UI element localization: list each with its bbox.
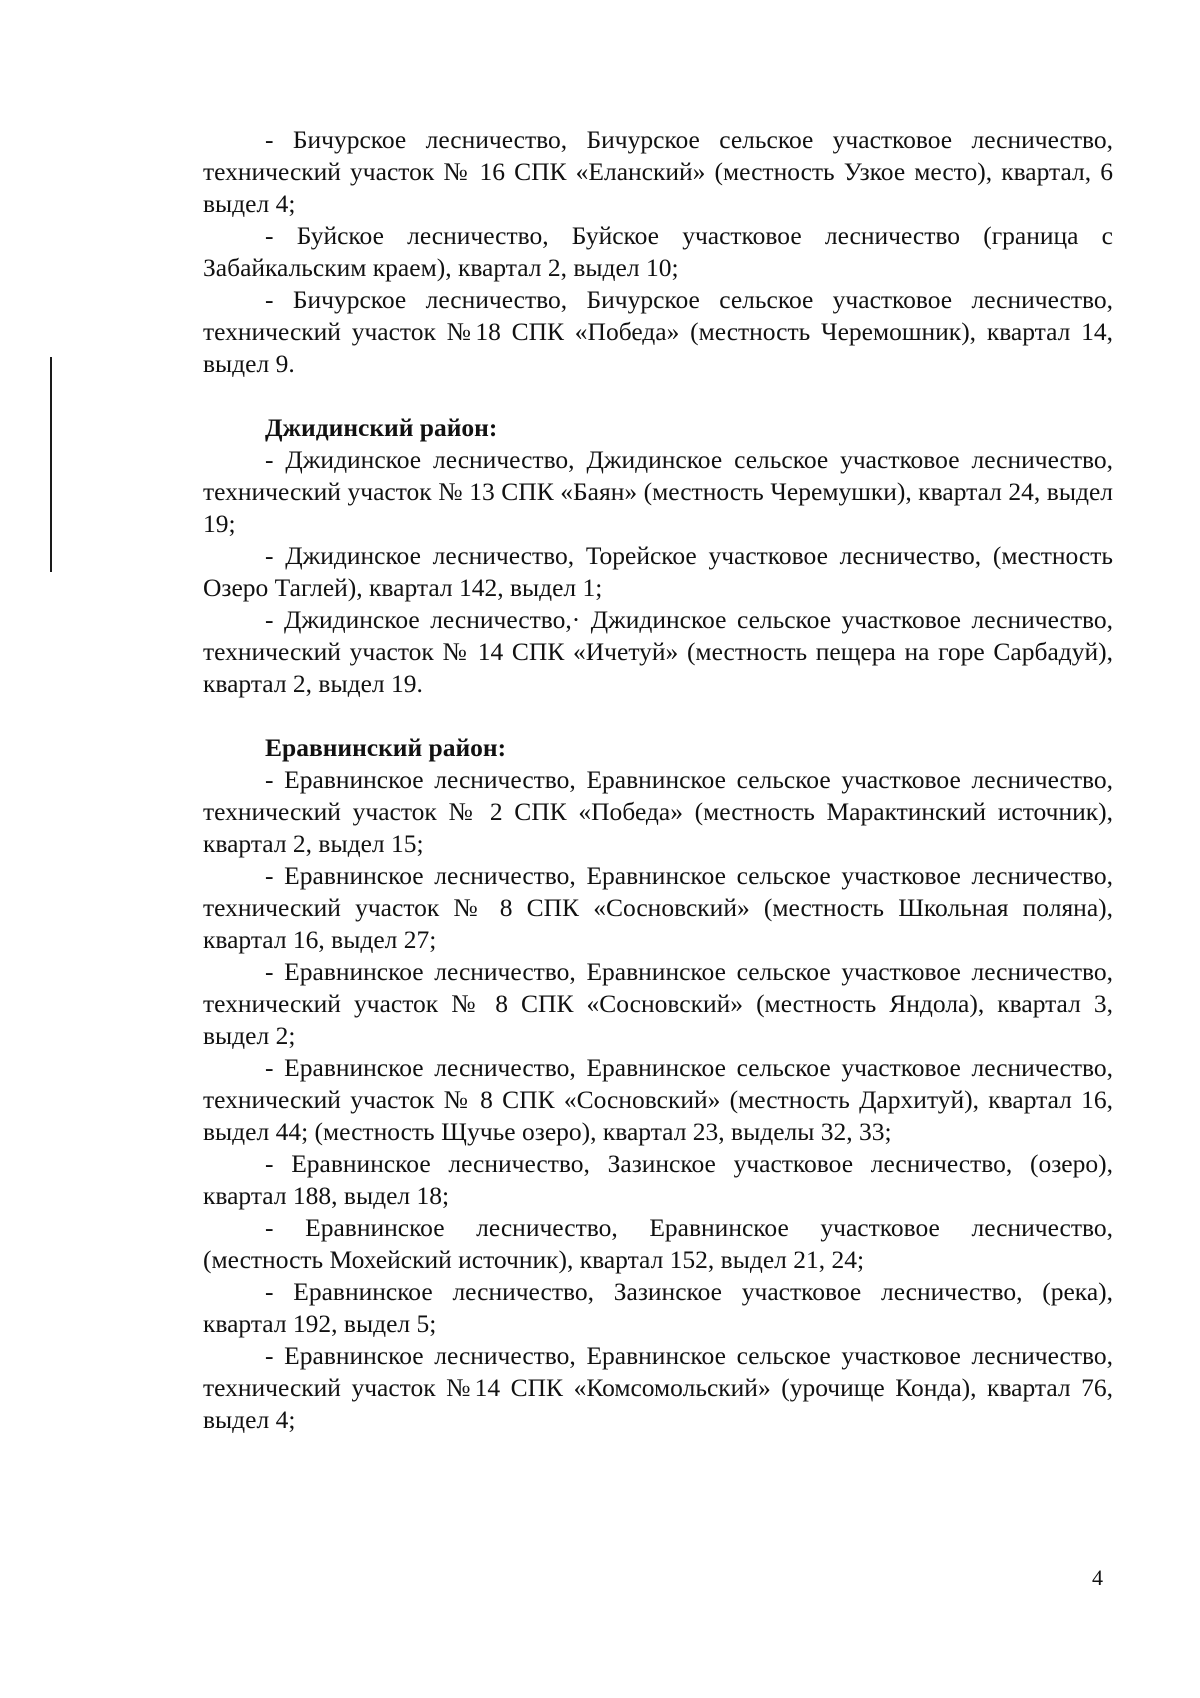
list-item: - Еравнинское лесничество, Зазинское участковое лесничество, (озеро), квартал 188, выдел 18; bbox=[203, 1149, 1113, 1210]
section-bichura-buy bbox=[203, 124, 1113, 380]
list-item: - Джидинское лесничество,· Джидинское сельское участковое лесничество, технический участок № 14 СПК «Ичетуй» (местность пещера на горе Сарбадуй), квартал 2, выдел 19. bbox=[203, 605, 1113, 698]
list-item: - Джидинское лесничество, Джидинское сельское участковое лесничество, технический участок № 13 СПК «Баян» (местность Черемушки), квартал 24, выдел 19; bbox=[203, 445, 1113, 538]
section-heading: Еравнинский район: bbox=[265, 733, 507, 762]
list-item: - Еравнинское лесничество, Еравнинское сельское участковое лесничество, технический участок № 8 СПК «Сосновский» (местность Школьная поляна), квартал 16, выдел 27; bbox=[203, 861, 1113, 954]
section-heading: Джидинский район: bbox=[265, 413, 498, 442]
list-item: - Еравнинское лесничество, Еравнинское сельское участковое лесничество, технический участок № 8 СПК «Сосновский» (местность Дархитуй), квартал 16, выдел 44; (местность Щучье озеро), квартал 23, выделы 32, 33; bbox=[203, 1053, 1113, 1146]
list-item: - Джидинское лесничество, Торейское участковое лесничество, (местность Озеро Таглей), квартал 142, выдел 1; bbox=[203, 541, 1113, 602]
section-dzhida-district bbox=[203, 412, 1113, 700]
list-item: - Буйское лесничество, Буйское участковое лесничество (граница с Забайкальским краем), квартал 2, выдел 10; bbox=[203, 221, 1113, 282]
list-item: - Еравнинское лесничество, Еравнинское участковое лесничество, (местность Мохейский источник), квартал 152, выдел 21, 24; bbox=[203, 1213, 1113, 1274]
document-body bbox=[203, 124, 1113, 1436]
list-item: - Еравнинское лесничество, Еравнинское сельское участковое лесничество, технический участок № 2 СПК «Победа» (местность Марактинский источник), квартал 2, выдел 15; bbox=[203, 765, 1113, 858]
list-item: - Еравнинское лесничество, Зазинское участковое лесничество, (река), квартал 192, выдел 5; bbox=[203, 1277, 1113, 1338]
section-eravna-district bbox=[203, 732, 1113, 1436]
list-item: - Бичурское лесничество, Бичурское сельское участковое лесничество, технический участок №18 СПК «Победа» (местность Черемошник), квартал 14, выдел 9. bbox=[203, 285, 1113, 378]
margin-revision-bar bbox=[50, 357, 52, 572]
list-item: - Бичурское лесничество, Бичурское сельское участковое лесничество, технический участок № 16 СПК «Еланский» (местность Узкое место), квартал, 6 выдел 4; bbox=[203, 125, 1113, 218]
list-item: - Еравнинское лесничество, Еравнинское сельское участковое лесничество, технический участок № 8 СПК «Сосновский» (местность Яндола), квартал 3, выдел 2; bbox=[203, 957, 1113, 1050]
page-number: 4 bbox=[1092, 1565, 1103, 1590]
list-item: - Еравнинское лесничество, Еравнинское сельское участковое лесничество, технический участок №14 СПК «Комсомольский» (урочище Конда), квартал 76, выдел 4; bbox=[203, 1341, 1113, 1434]
